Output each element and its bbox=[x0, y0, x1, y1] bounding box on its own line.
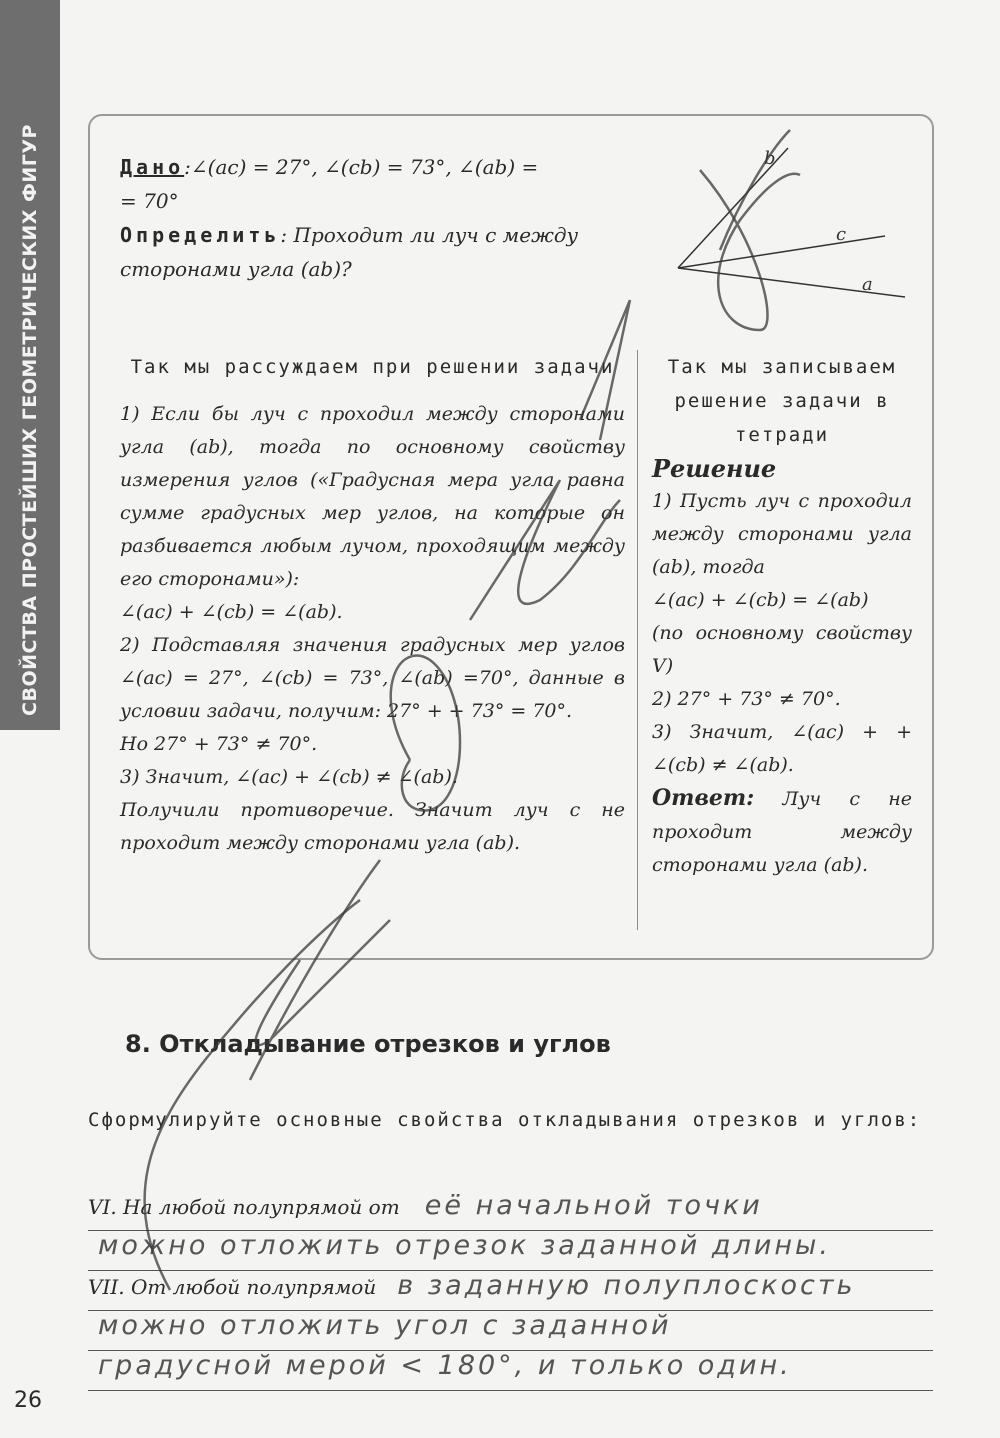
given-block bbox=[120, 150, 650, 286]
property-6-label: VI. На любой полупрямой от bbox=[88, 1195, 400, 1219]
answer-line bbox=[88, 1190, 933, 1231]
given-label: Дано bbox=[120, 155, 185, 179]
answer-line bbox=[88, 1230, 933, 1271]
answer-line bbox=[88, 1310, 933, 1351]
reasoning-step: 1) Если бы луч c проходил между сторонами угла (ab), тогда по основному свойству измерения углов («Градусная мера угла равна сумме градусных мер углов, на которые он разбивается любым лучом, проходящим между его сторонами»): bbox=[120, 403, 625, 590]
find-text: : Проходит ли луч c между сторонами угла (ab)? bbox=[120, 223, 579, 281]
page-number: 26 bbox=[14, 1388, 42, 1413]
reasoning-step: Получили противоречие. Значит луч c не проходит между сторонами угла (ab). bbox=[120, 799, 625, 854]
ray-b-label: b bbox=[764, 148, 776, 169]
property-7-label: VII. От любой полупрямой bbox=[88, 1275, 377, 1299]
section-title: 8. Откладывание отрезков и углов bbox=[125, 1030, 611, 1058]
notebook-column bbox=[652, 350, 912, 882]
solution-step: ∠(ac) + ∠(cb) = ∠(ab) bbox=[652, 589, 869, 611]
answer-label: Ответ: bbox=[652, 785, 755, 811]
reasoning-step: 3) Значит, ∠(ac) + ∠(cb) ≠ ∠(ab). bbox=[120, 766, 458, 788]
reasoning-step: Но 27° + 73° ≠ 70°. bbox=[120, 733, 318, 755]
ray-c-label: c bbox=[836, 224, 847, 245]
answer-line bbox=[88, 1350, 933, 1391]
solution-title: Решение bbox=[652, 454, 777, 483]
given-line2: = 70° bbox=[120, 189, 179, 213]
ray-c bbox=[678, 236, 885, 268]
reasoning-heading: Так мы рассуждаем при решении задачи bbox=[130, 356, 615, 378]
solution-step: 2) 27° + 73° ≠ 70°. bbox=[652, 688, 841, 710]
solution-step: (по основному свойству V) bbox=[652, 622, 912, 677]
handwritten-answer: можно отложить отрезок заданной длины. bbox=[98, 1230, 831, 1261]
task-text: Сформулируйте основные свойства откладывания отрезков и углов: bbox=[88, 1109, 922, 1131]
notebook-heading: Так мы записываем решение задачи в тетради bbox=[667, 356, 897, 446]
given-line1: :∠(ac) = 27°, ∠(cb) = 73°, ∠(ab) = bbox=[184, 155, 539, 179]
answer-text: Луч c не проходит между сторонами угла (ab). bbox=[652, 788, 912, 876]
answer-line bbox=[88, 1270, 933, 1311]
reasoning-column bbox=[120, 350, 625, 860]
chapter-title: СВОЙСТВА ПРОСТЕЙШИХ ГЕОМЕТРИЧЕСКИХ ФИГУР bbox=[19, 124, 41, 716]
chapter-sidebar bbox=[0, 0, 60, 730]
reasoning-step: 2) Подставляя значения градусных мер углов ∠(ac) = 27°, ∠(cb) = 73°, ∠(ab) =70°, данные в условии задачи, получим: 27° + + 73° = 70°. bbox=[120, 634, 625, 722]
solution-step: 3) Значит, ∠(ac) + + ∠(cb) ≠ ∠(ab). bbox=[652, 721, 912, 776]
handwritten-answer: в заданную полуплоскость bbox=[397, 1270, 856, 1301]
handwritten-answer: градусной мерой < 180°, и только один. bbox=[98, 1350, 792, 1381]
column-divider bbox=[637, 350, 638, 930]
solution-step: 1) Пусть луч c проходил между сторонами угла (ab), тогда bbox=[652, 490, 912, 578]
handwritten-answer: можно отложить угол с заданной bbox=[98, 1310, 672, 1341]
angle-diagram bbox=[640, 140, 920, 310]
handwritten-answer: её начальной точки bbox=[424, 1190, 763, 1221]
find-label: Определить bbox=[120, 223, 281, 247]
reasoning-step: ∠(ac) + ∠(cb) = ∠(ab). bbox=[120, 601, 343, 623]
ray-a-label: a bbox=[862, 274, 873, 295]
